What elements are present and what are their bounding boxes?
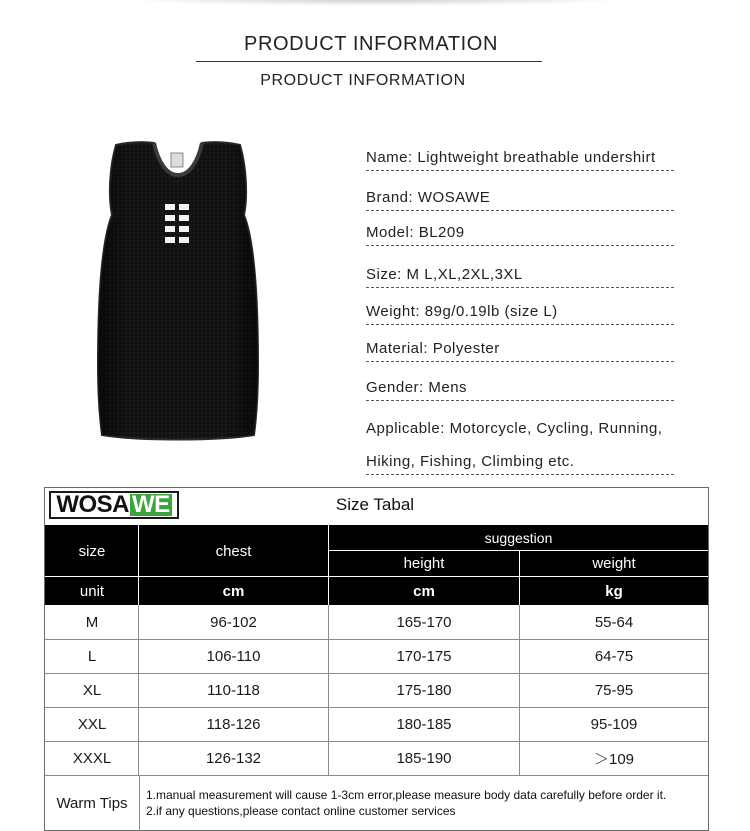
info-label: Gender: — [366, 379, 424, 396]
row-weight: ＞109 — [593, 750, 635, 768]
unit-label: unit — [46, 577, 138, 605]
info-label: Weight: — [366, 303, 421, 320]
row-size: M — [85, 613, 99, 631]
row-size: XXL — [77, 715, 107, 733]
info-value: WOSAWE — [417, 189, 491, 206]
header-chest: chest — [139, 526, 328, 576]
info-value: Hiking, Fishing, Climbing etc. — [366, 453, 575, 470]
product-image — [88, 135, 268, 445]
info-value: 89g/0.19lb (size L) — [424, 303, 558, 320]
info-gender — [366, 379, 674, 401]
info-model — [366, 224, 674, 246]
row-chest: 96-102 — [210, 613, 257, 631]
grid-line — [139, 775, 140, 831]
row-chest: 118-126 — [206, 715, 261, 733]
info-label: Name: — [366, 149, 413, 166]
info-applicable — [366, 420, 701, 441]
info-label: Size: — [366, 266, 402, 283]
info-weight — [366, 303, 674, 325]
header-weight: weight — [520, 551, 708, 576]
info-brand — [366, 189, 674, 211]
page-subtitle: PRODUCT INFORMATION — [260, 72, 466, 89]
warm-tip-line: 2.if any questions,please contact online customer services — [146, 804, 456, 818]
warm-tip-line: 1.manual measurement will cause 1-3cm error,please measure body data carefully before order it. — [146, 788, 667, 802]
info-value: Motorcycle, Cycling, Running, — [449, 420, 663, 437]
warm-tips-label: Warm Tips — [56, 794, 128, 812]
row-height: 185-190 — [396, 749, 452, 767]
info-label: Applicable: — [366, 420, 445, 437]
row-chest: 110-118 — [207, 681, 260, 699]
info-value: BL209 — [418, 224, 465, 241]
info-value: Mens — [428, 379, 468, 396]
header-suggestion: suggestion — [329, 526, 708, 550]
row-chest: 106-110 — [206, 647, 261, 665]
info-label: Model: — [366, 224, 415, 241]
page-title: PRODUCT INFORMATION — [244, 33, 498, 55]
info-value: Polyester — [432, 340, 500, 357]
info-label: Material: — [366, 340, 429, 357]
info-size — [366, 266, 674, 288]
grid-line — [45, 775, 708, 776]
tank-top-icon — [88, 135, 268, 445]
warm-tips-text — [146, 787, 666, 819]
size-table-title: Size Tabal — [335, 495, 415, 514]
info-label: Brand: — [366, 189, 414, 206]
info-applicable-cont — [366, 453, 674, 475]
info-value: M L,XL,2XL,3XL — [406, 266, 523, 283]
row-chest: 126-132 — [205, 749, 262, 767]
title-divider — [196, 61, 542, 62]
info-value: Lightweight breathable undershirt — [417, 149, 656, 166]
top-shadow — [120, 0, 630, 6]
row-weight: 55-64 — [594, 613, 634, 631]
row-weight: 64-75 — [594, 647, 634, 665]
header-height: height — [329, 551, 519, 576]
row-height: 170-175 — [396, 647, 452, 665]
row-height: 175-180 — [396, 681, 452, 699]
row-size: XL — [82, 681, 102, 699]
unit-chest: cm — [139, 577, 328, 605]
header-size: size — [46, 526, 138, 576]
row-size: XXXL — [72, 749, 112, 767]
info-material — [366, 340, 674, 362]
info-name — [366, 149, 674, 171]
unit-weight: kg — [520, 577, 708, 605]
row-size: L — [87, 647, 97, 665]
logo-text-highlight: WE — [132, 491, 170, 518]
row-weight: 95-109 — [590, 715, 638, 733]
row-height: 180-185 — [396, 715, 452, 733]
row-height: 165-170 — [396, 613, 452, 631]
logo-text: WOSA — [56, 491, 129, 518]
unit-height: cm — [329, 577, 519, 605]
row-weight: 75-95 — [594, 681, 634, 699]
